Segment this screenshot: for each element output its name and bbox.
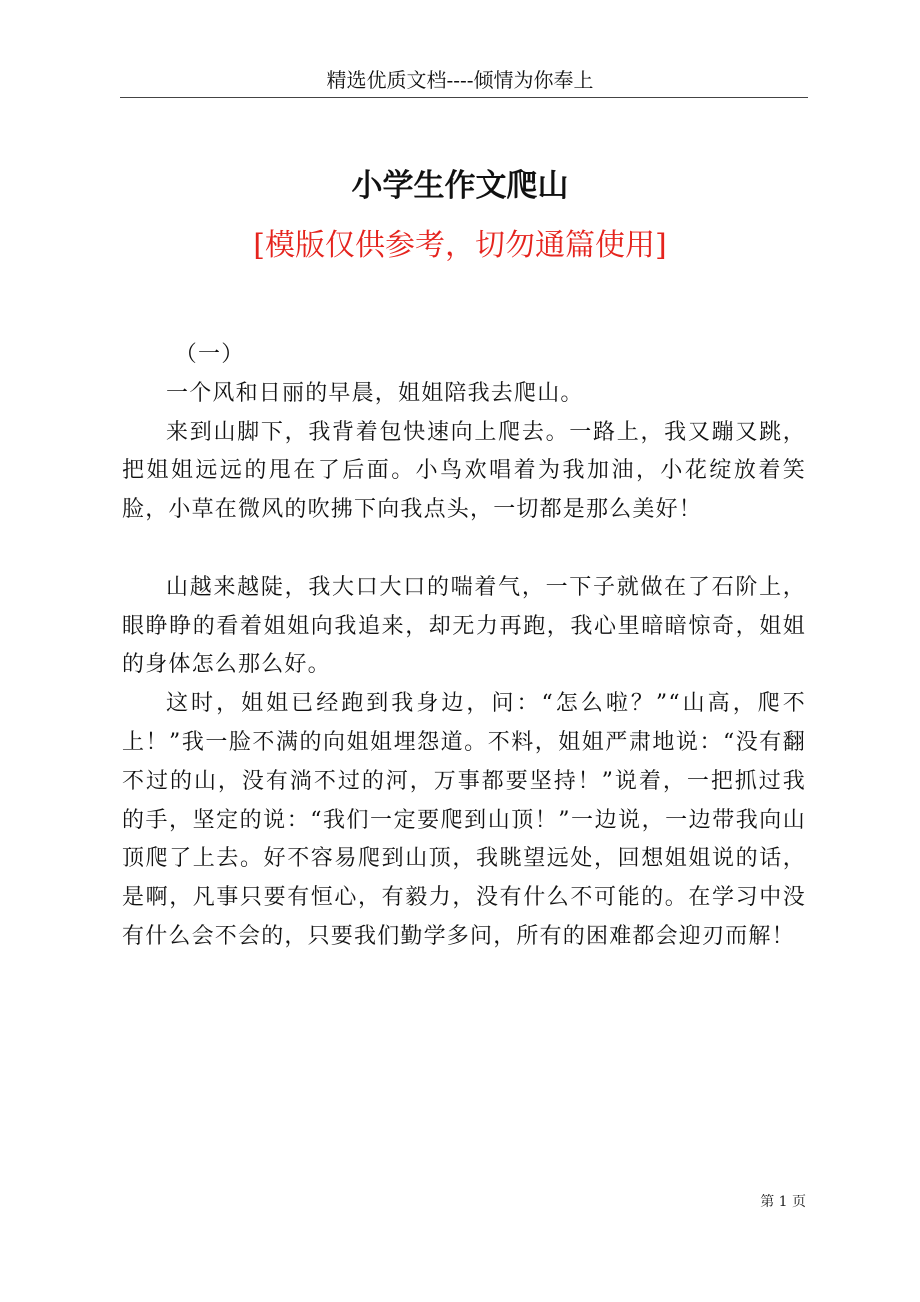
document-subtitle: [模版仅供参考，切勿通篇使用] xyxy=(253,228,667,263)
document-title: 小学生作文爬山 xyxy=(351,168,569,204)
paragraph: 来到山脚下，我背着包快速向上爬去。一路上，我又蹦又跳，把姐姐远远的甩在了后面。小鸟欢唱着为我加油，小花绽放着笑脸，小草在微风的吹拂下向我点头，一切都是那么美好！ xyxy=(122,419,806,523)
paragraph: 一个风和日丽的早晨，姐姐陪我去爬山。 xyxy=(166,380,584,406)
document-body xyxy=(122,336,806,957)
page-number: 第 1 页 xyxy=(760,1194,806,1210)
section-marker: （一） xyxy=(174,342,245,367)
paragraph: 山越来越陡，我大口大口的喘着气，一下子就做在了石阶上，眼睁睁的看着姐姐向我追来，却无力再跑，我心里暗暗惊奇，姐姐的身体怎么那么好。 xyxy=(122,574,806,678)
paragraph: 这时，姐姐已经跑到我身边，问：“怎么啦？”“山高，爬不上！”我一脸不满的向姐姐埋怨道。不料，姐姐严肃地说：“没有翻不过的山，没有淌不过的河，万事都要坚持！”说着，一把抓过我的手，坚定的说：“我们一定要爬到山顶！”一边说，一边带我向山顶爬了上去。好不容易爬到山顶，我眺望远处，回想姐姐说的话，是啊，凡事只要有恒心，有毅力，没有什么不可能的。在学习中没有什么会不会的，只要我们勤学多问，所有的困难都会迎刃而解！ xyxy=(122,691,806,949)
header-divider xyxy=(120,97,808,98)
page-header: 精选优质文档----倾情为你奉上 xyxy=(326,68,594,92)
